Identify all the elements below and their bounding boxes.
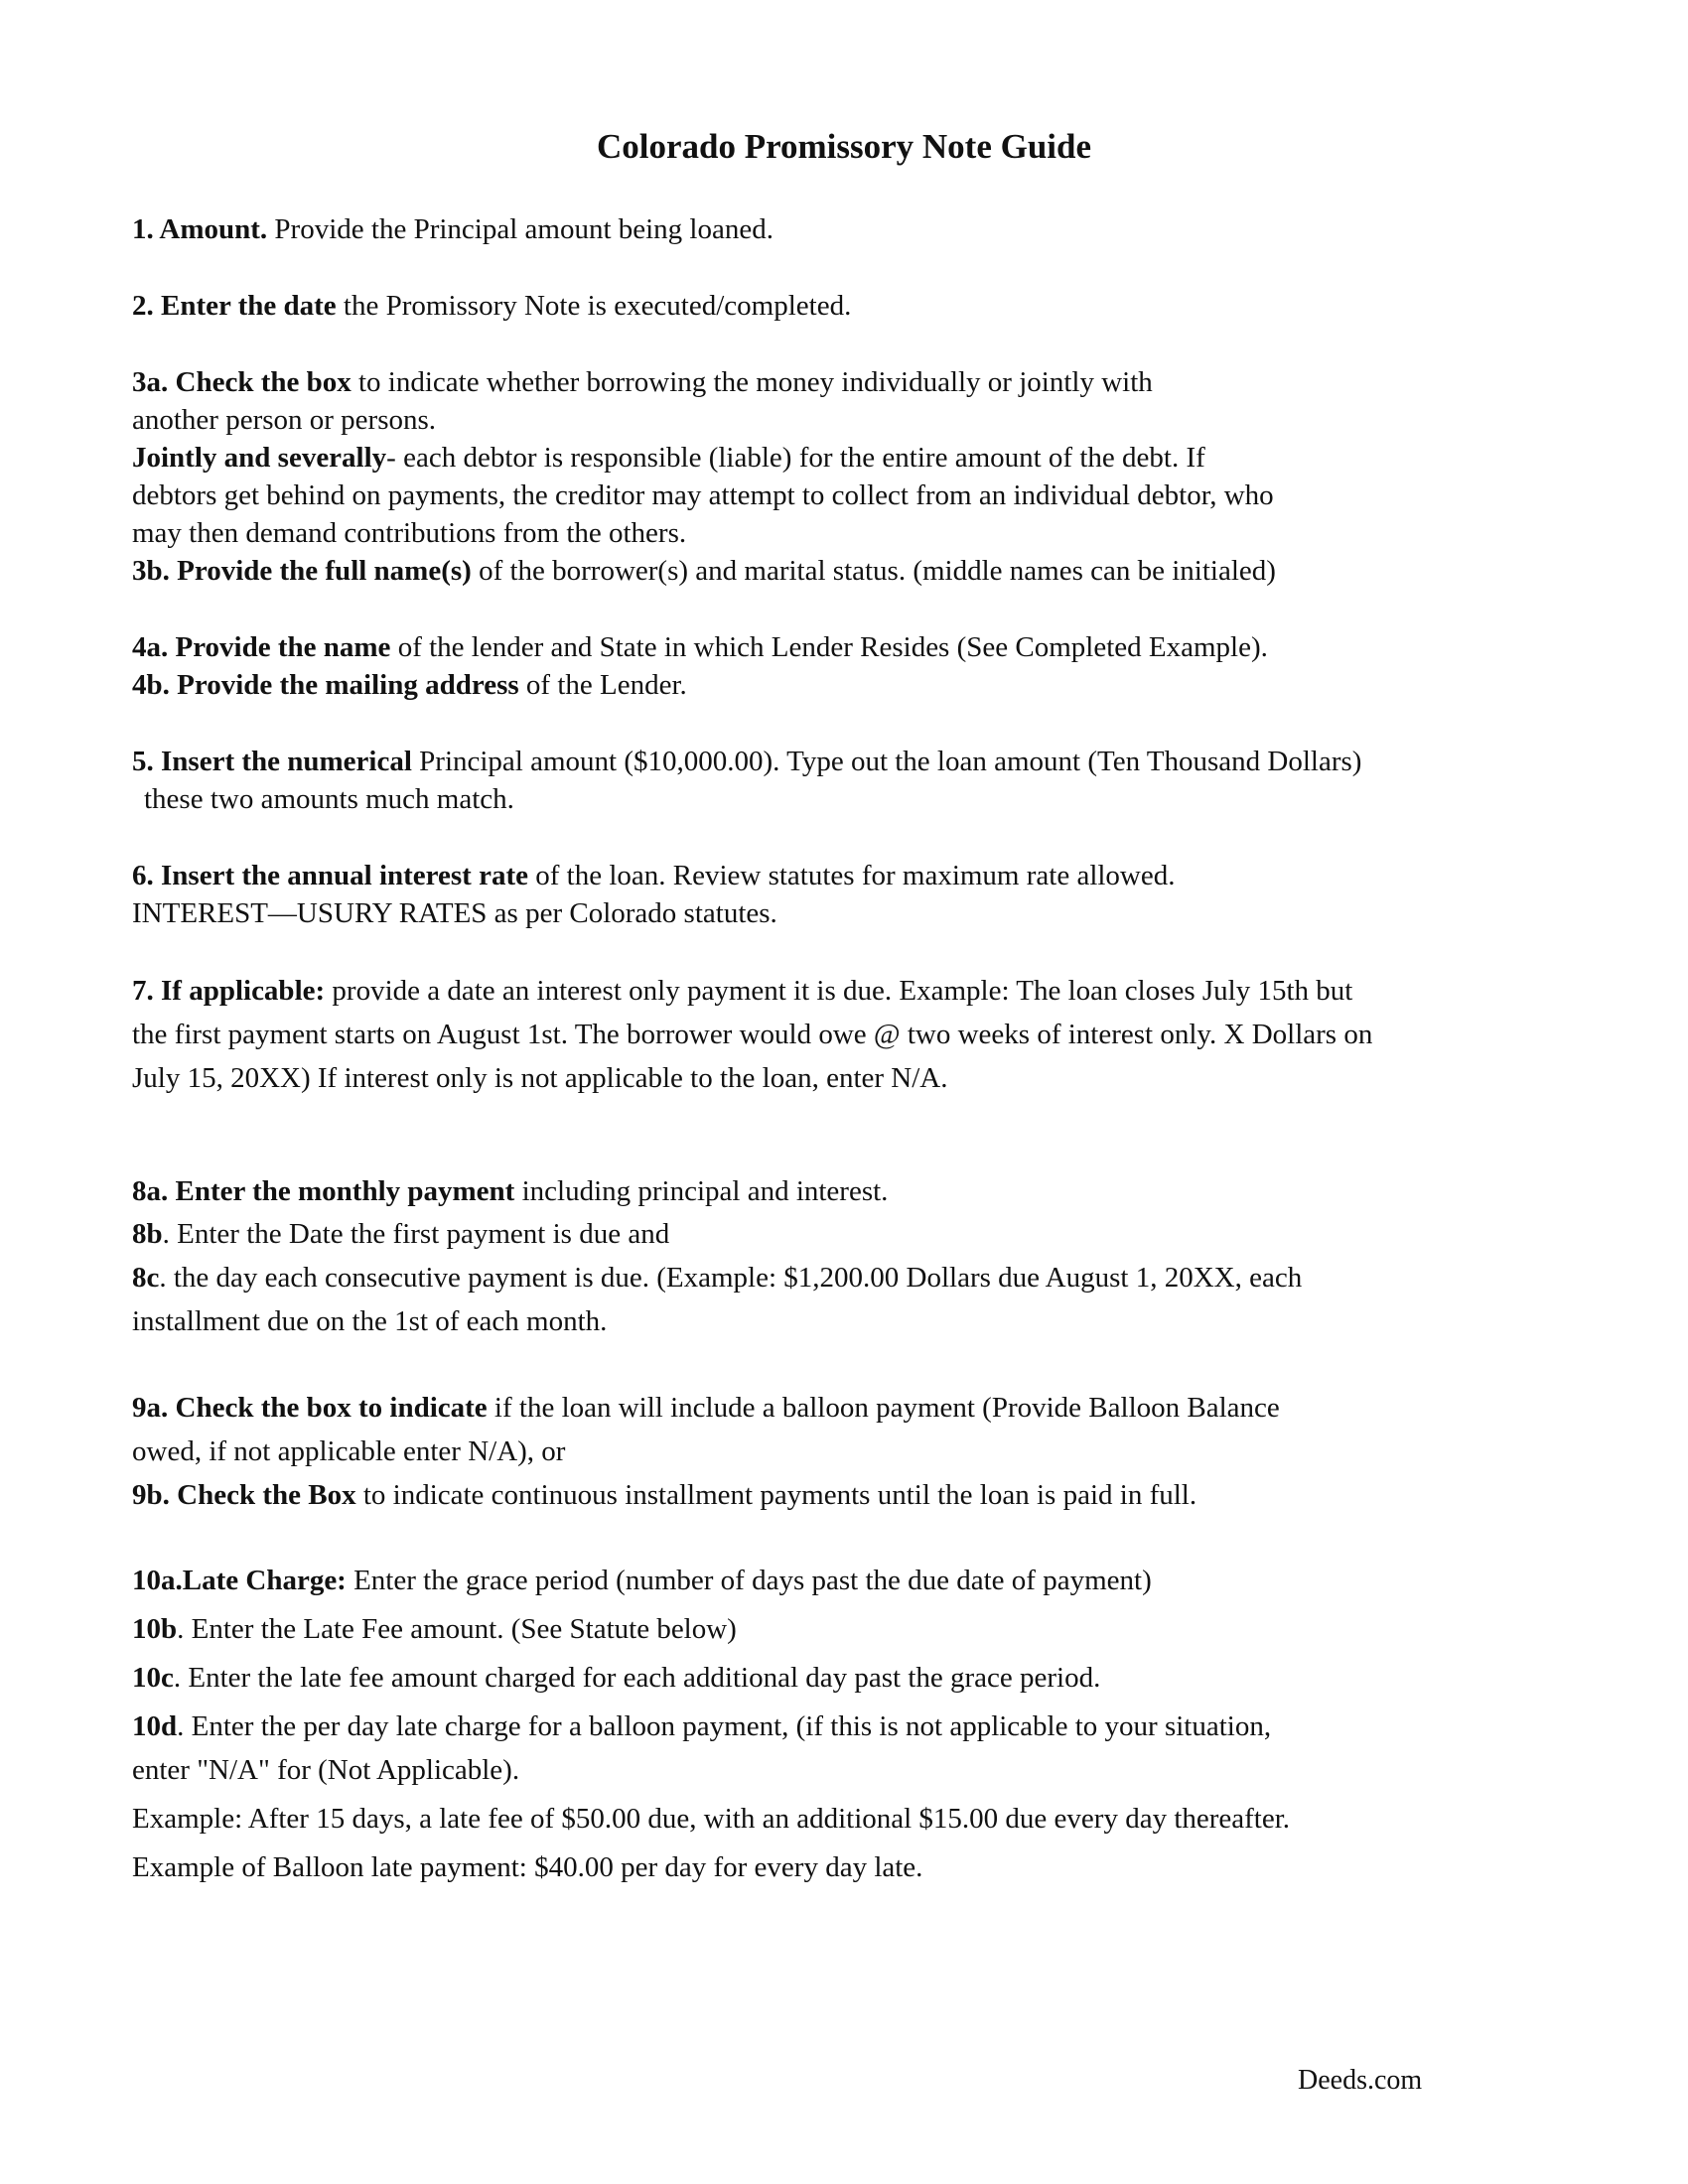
item-4b-mailing-address: 4b. Provide the mailing address of the Lender. [132,669,687,701]
item-7-line-2: the first payment starts on August 1st. The borrower would owe @ two weeks of interest only. X Dollars on [132,1019,1373,1050]
item-3a-line-2: another person or persons. [132,404,437,436]
item-3a-check-box: 3a. Check the box to indicate whether borrowing the money individually or jointly with [132,366,1153,398]
item-8c-line-2: installment due on the 1st of each month. [132,1305,608,1337]
item-5-principal: 5. Insert the numerical Principal amount ($10,000.00). Type out the loan amount (Ten Thousand Dollars) [132,746,1362,777]
item-9a-balloon-payment: 9a. Check the box to indicate if the loan will include a balloon payment (Provide Balloon Balance [132,1392,1280,1424]
jointly-severally-line-3: may then demand contributions from the others. [132,517,687,549]
item-1-amount: 1. Amount. Provide the Principal amount being loaned. [132,213,774,245]
item-7-line-3: July 15, 20XX) If interest only is not applicable to the loan, enter N/A. [132,1062,948,1094]
item-8a-monthly-payment: 8a. Enter the monthly payment including principal and interest. [132,1175,889,1207]
item-10a-late-charge: 10a.Late Charge: Enter the grace period (number of days past the due date of payment) [132,1565,1152,1596]
item-10d-line-2: enter "N/A" for (Not Applicable). [132,1754,520,1786]
item-6-interest-rate: 6. Insert the annual interest rate of the loan. Review statutes for maximum rate allowed. [132,860,1176,891]
item-10d-balloon-late-charge: 10d. Enter the per day late charge for a balloon payment, (if this is not applicable to your situation, [132,1710,1272,1742]
example-late-fee: Example: After 15 days, a late fee of $50.00 due, with an additional $15.00 due every day thereafter. [132,1803,1291,1835]
jointly-severally-definition: Jointly and severally- each debtor is responsible (liable) for the entire amount of the debt. If [132,442,1205,474]
item-7-interest-only: 7. If applicable: provide a date an interest only payment it is due. Example: The loan closes July 15th but [132,975,1353,1007]
item-8c-consecutive-payment: 8c. the day each consecutive payment is due. (Example: $1,200.00 Dollars due August 1, 20XX, each [132,1262,1303,1294]
item-3b-full-names: 3b. Provide the full name(s) of the borrower(s) and marital status. (middle names can be initialed) [132,555,1276,587]
item-8b-first-payment: 8b. Enter the Date the first payment is due and [132,1218,670,1250]
item-10c-additional-day-fee: 10c. Enter the late fee amount charged for each additional day past the grace period. [132,1662,1101,1694]
item-10b-late-fee: 10b. Enter the Late Fee amount. (See Statute below) [132,1613,737,1645]
page-title: Colorado Promissory Note Guide [596,127,1092,166]
jointly-severally-line-2: debtors get behind on payments, the creditor may attempt to collect from an individual debtor, who [132,479,1274,511]
footer-brand: Deeds.com [1298,2065,1423,2096]
item-2-date: 2. Enter the date the Promissory Note is executed/completed. [132,290,852,322]
item-5-line-2: these two amounts much match. [144,783,514,815]
item-9a-line-2: owed, if not applicable enter N/A), or [132,1435,566,1467]
example-balloon-late-payment: Example of Balloon late payment: $40.00 per day for every day late. [132,1851,923,1883]
item-4a-lender-name: 4a. Provide the name of the lender and State in which Lender Resides (See Completed Example). [132,631,1268,663]
item-9b-continuous-installments: 9b. Check the Box to indicate continuous installment payments until the loan is paid in full. [132,1479,1197,1511]
item-6-line-2: INTEREST—USURY RATES as per Colorado statutes. [132,897,777,929]
